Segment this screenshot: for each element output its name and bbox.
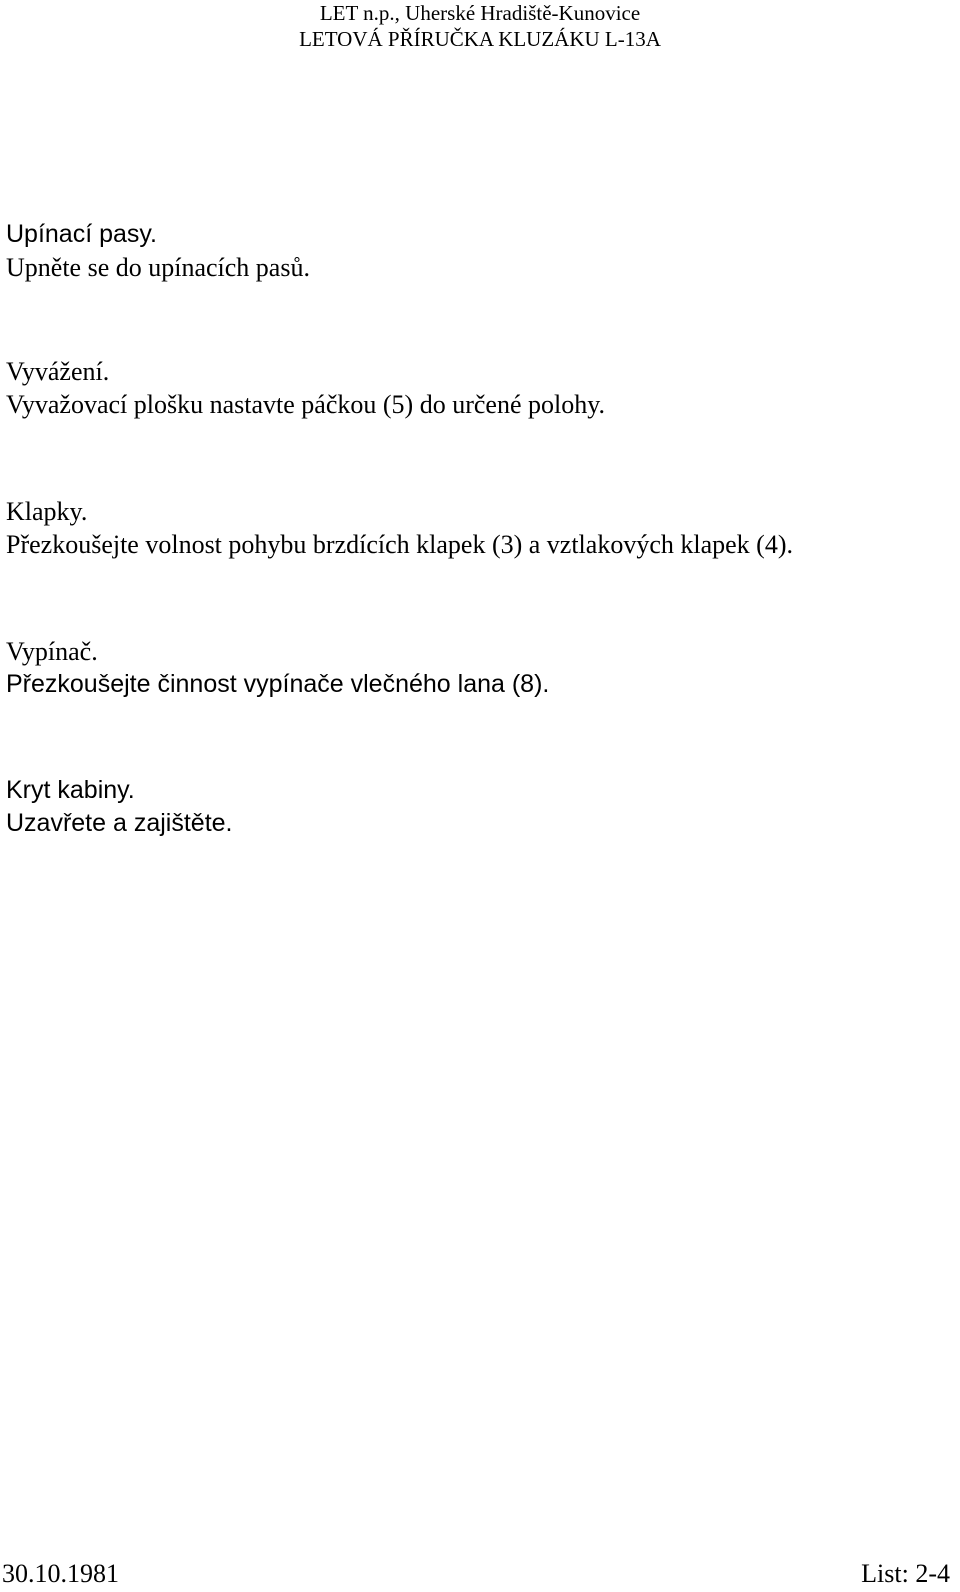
section-title: Vyvážení. (6, 357, 110, 386)
section-seat-belts (6, 218, 310, 284)
section-flaps (6, 495, 793, 561)
manual-title: LETOVÁ PŘÍRUČKA KLUZÁKU L-13A (299, 27, 661, 51)
section-title: Vypínač. (6, 637, 98, 666)
section-body: Přezkoušejte volnost pohybu brzdících klapek (3) a vztlakových klapek (4). (6, 530, 793, 559)
section-body: Upněte se do upínacích pasů. (6, 253, 310, 282)
section-title: Klapky. (6, 497, 88, 526)
section-title: Kryt kabiny. (6, 776, 135, 804)
section-tow-release (6, 635, 549, 701)
issue-date: 30.10.1981 (2, 1559, 119, 1588)
page-footer (0, 1556, 960, 1592)
company-name: LET n.p., Uherské Hradiště-Kunovice (319, 1, 641, 25)
sheet-number: List: 2-4 (861, 1559, 950, 1588)
section-trim (6, 355, 605, 421)
section-body: Uzavřete a zajištěte. (6, 809, 233, 837)
section-body: Vyvažovací plošku nastavte páčkou (5) do určené polohy. (6, 390, 606, 419)
section-canopy (6, 774, 233, 840)
section-body: Přezkoušejte činnost vypínače vlečného lana (8). (6, 670, 550, 698)
section-title: Upínací pasy. (6, 220, 158, 248)
